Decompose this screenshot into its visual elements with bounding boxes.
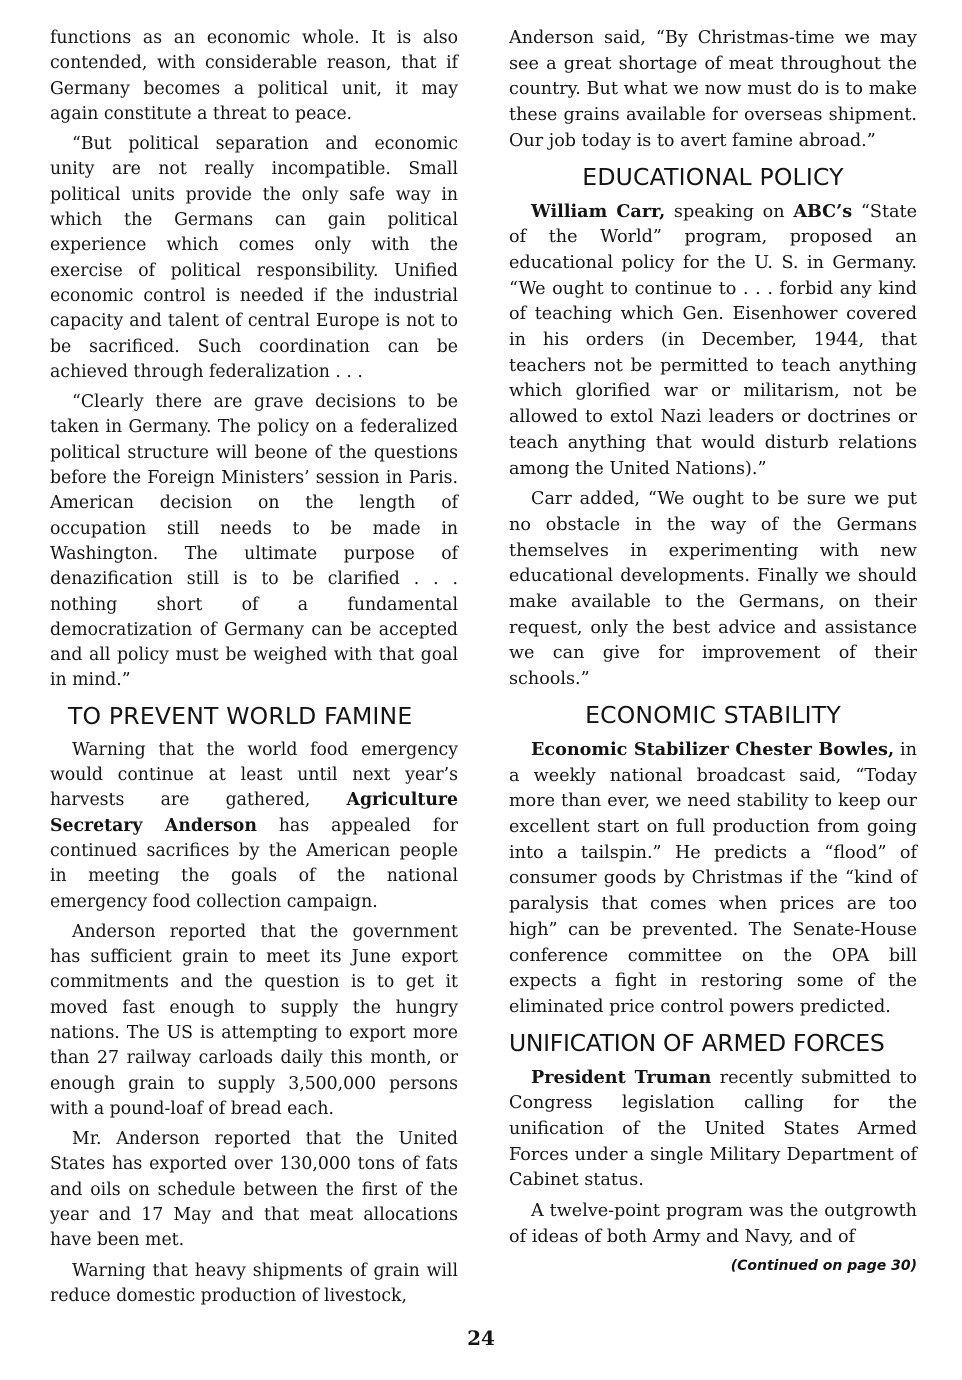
paragraph: A twelve-point program was the outgrowth of ideas of both Army and Navy, and of [509, 1201, 917, 1247]
paragraph: “But political separation and economic unity are not really incompatible. Small political units provide the only safe way in which the Germans can gain political experience which comes only with the exercise of political responsibility. Unified economic control is needed if the industrial capacity and talent of central Europe is not to be sacrificed. Such coordination can be achieved through federalization . . . [50, 134, 458, 382]
text-run: has appealed for continued sacrifices by the American people in meeting the goals of the national emergency food collection campaign. [50, 815, 458, 912]
section-heading-armed-forces: UNIFICATION OF ARMED FORCES [509, 1028, 885, 1057]
bold-text-run: Agriculture Secretary Anderson [50, 790, 458, 836]
bold-text-run: William Carr, [531, 200, 666, 222]
bold-text-run: ABC’s [793, 200, 853, 222]
text-run: speaking on [665, 201, 794, 222]
text-run: recently submitted to Congress legislation calling for the unification of the United States Armed Forces under a single Military Department of Cabinet status. [509, 1067, 917, 1191]
paragraph: “Clearly there are grave decisions to be taken in Germany. The policy on a federalized political structure will beone of the questions before the Foreign Ministers’ session in Paris. American decision on the length of occupation still needs to be made in Washington. The ultimate purpose of denazification still is to be clarified . . . nothing short of a fundamental democratization of Germany can be accepted and all policy must be weighed with that goal in mind.” [50, 392, 458, 691]
paragraph [509, 199, 917, 483]
section-heading-educational-policy: EDUCATIONAL POLICY [582, 162, 844, 191]
paragraph: Carr added, “We ought to be sure we put no obstacle in the way of the Germans themselves in experimenting with new educational developments. Finally we should make available to the Germans, on their request, only the best advice and assistance we can give for improvement of their schools.” [509, 489, 917, 690]
bold-text-run: Economic Stabilizer Chester Bowles, [531, 738, 895, 760]
paragraph: Mr. Anderson reported that the United States has exported over 130,000 tons of fats and oils on schedule between the first of the year and 17 May and that meat allocations have been met. [50, 1129, 458, 1251]
paragraph [509, 737, 917, 1021]
left-column [50, 26, 458, 1314]
paragraph: Anderson reported that the government has sufficient grain to meet its June export commitments and the question is to get it moved fast enough to supply the hungry nations. The US is attempting to export more than 27 railway carloads daily this month, or enough grain to supply 3,500,000 persons with a pound-loaf of bread each. [50, 921, 458, 1119]
continued-note: (Continued on page 30) [730, 1257, 917, 1274]
section-heading-world-famine: TO PREVENT WORLD FAMINE [68, 701, 413, 730]
page-number: 24 [467, 1326, 495, 1350]
bold-text-run: President Truman [531, 1066, 712, 1088]
text-run: Warning that the world food emergency would continue at least until next year’s harvests are gathered, [50, 739, 458, 811]
text-run: in a weekly national broadcast said, “Today more than ever, we need stability to keep our excellent start on full production from going into a tailspin.” He predicts a “flood” of consumer goods by Christmas if the “kind of paralysis that comes when prices are too high” can be prevented. The Senate-House conference committee on the OPA bill expects a fight in restoring some of the eliminated price control powers predicted. [509, 739, 917, 1017]
paragraph: Anderson said, “By Christmas-time we may see a great shortage of meat throughout the country. But what we now must do is to make these grains available for overseas shipment. Our job today is to avert famine abroad.” [509, 28, 917, 151]
right-column [509, 26, 917, 1276]
paragraph: Warning that heavy shipments of grain will reduce domestic production of livestock, [50, 1260, 458, 1306]
paragraph: functions as an economic whole. It is also contended, with considerable reason, that if Germany becomes a political unit, it may again constitute a threat to peace. [50, 28, 458, 124]
text-run: “State of the World” program, proposed an educational policy for the U. S. in Germany. “We ought to continue to . . . forbid any kind of teaching which Gen. Eisenhower covered in his orders (in December, 1944, that teachers not be permitted to teach anything which glorified war or militarism, not be allowed to extol Nazi leaders or doctrines or teach anything that would disturb relations among the United Nations).” [509, 201, 917, 479]
section-heading-economic-stability: ECONOMIC STABILITY [585, 700, 841, 729]
paragraph [50, 738, 458, 915]
paragraph [509, 1065, 917, 1195]
